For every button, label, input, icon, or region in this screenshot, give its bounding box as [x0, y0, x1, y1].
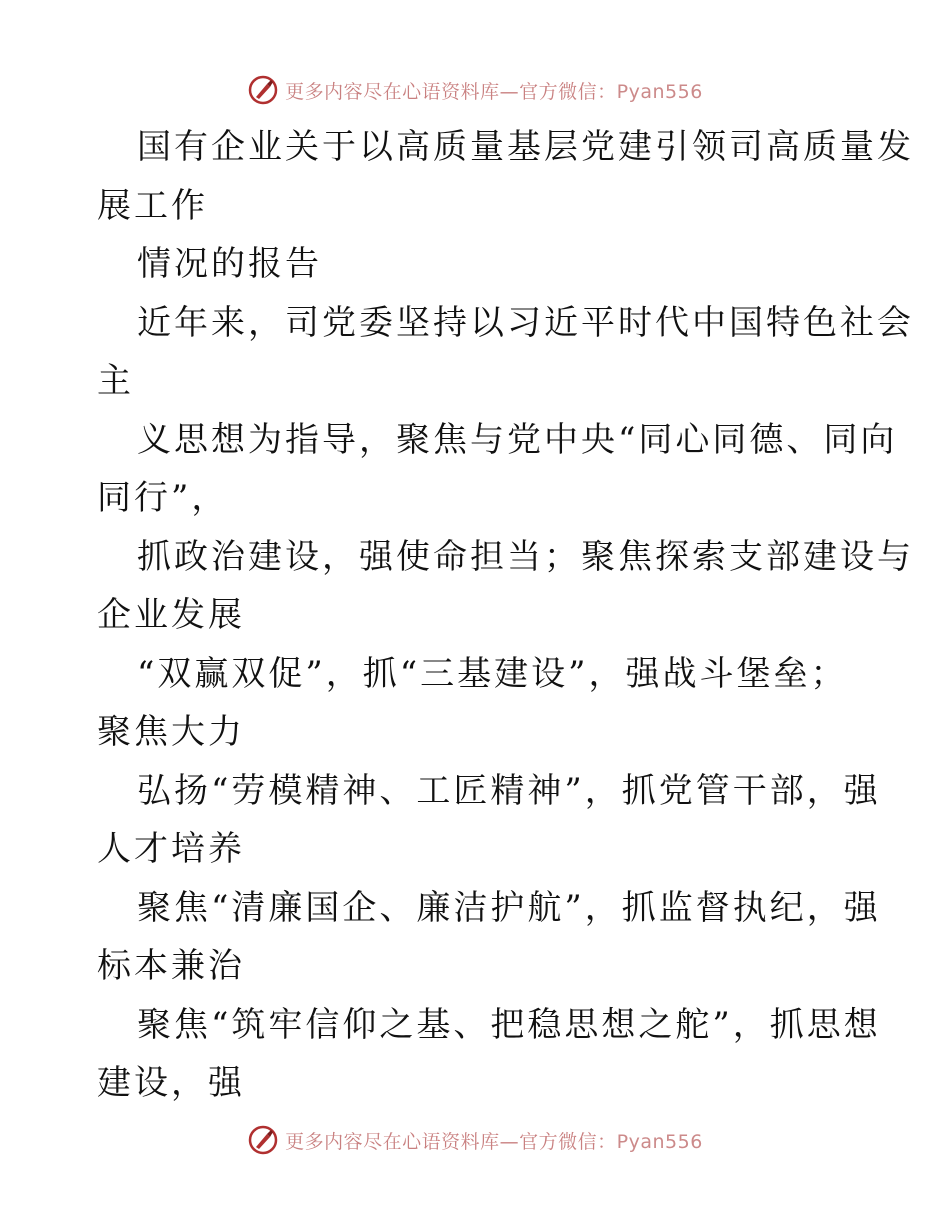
- text-line: 近年来，司党委坚持以习近平时代中国特色社会: [137, 302, 914, 343]
- text-line: 展工作: [97, 185, 208, 226]
- pen-logo-icon: [247, 74, 279, 106]
- text-line: 同行”，: [97, 478, 229, 518]
- text-line: 抓政治建设，强使命担当；聚焦探索支部建设与: [137, 536, 914, 577]
- text-line: 聚焦“筑牢信仰之基、把稳思想之舵”，抓思想: [137, 1004, 881, 1045]
- text-line: 聚焦“清廉国企、廉洁护航”，抓监督执纪，强: [137, 887, 881, 928]
- text-line: 企业发展: [97, 595, 245, 635]
- text-line: 情况的报告: [137, 244, 322, 284]
- header-watermark: [0, 70, 950, 110]
- text-line: 国有企业关于以高质量基层党建引领司高质量发: [137, 127, 914, 167]
- text-line: 弘扬“劳模精神、工匠精神”，抓党管干部，强: [137, 770, 881, 811]
- text-line: 标本兼治: [97, 946, 245, 986]
- text-line: 聚焦大力: [97, 712, 245, 752]
- watermark-text: 更多内容尽在心语资料库—官方微信：Pyan556: [285, 80, 703, 103]
- footer-watermark: [0, 1120, 950, 1160]
- text-line: “双赢双促”，抓“三基建设”，强战斗堡垒；: [137, 653, 848, 694]
- pen-logo-icon: [247, 1124, 279, 1156]
- text-line: 建设，强: [97, 1063, 245, 1103]
- text-line: 义思想为指导，聚焦与党中央“同心同德、同向: [137, 419, 898, 460]
- text-line: 人才培养: [97, 829, 245, 869]
- text-line: 主: [97, 361, 134, 401]
- watermark-text: 更多内容尽在心语资料库—官方微信：Pyan556: [285, 1130, 703, 1153]
- document-body: [97, 118, 914, 1113]
